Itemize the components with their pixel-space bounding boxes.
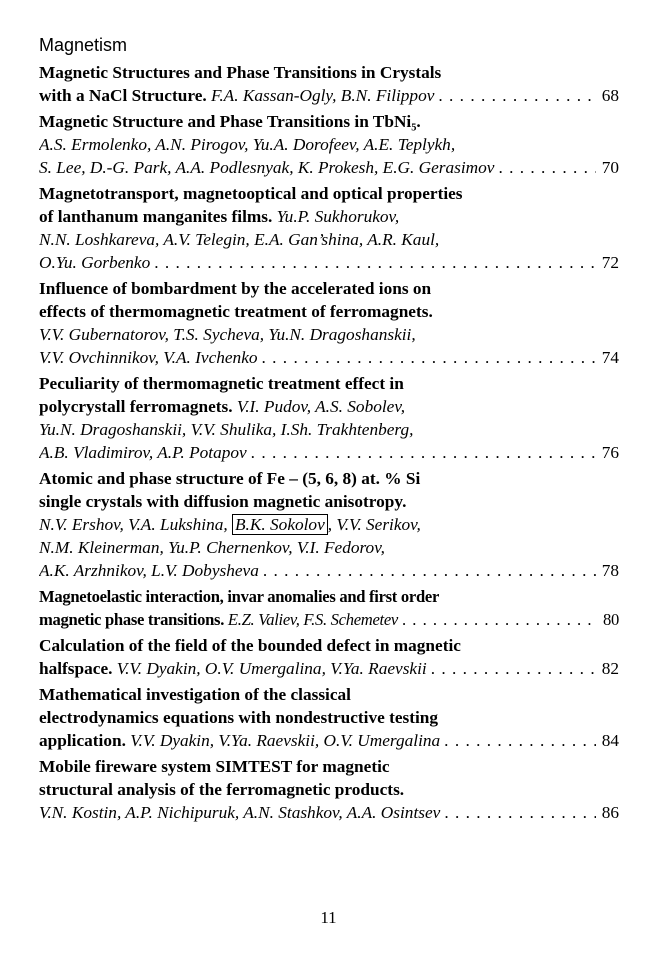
entry-authors: V.V. Gubernatorov, T.S. Sycheva, Yu.N. Dragoshanskii, bbox=[39, 325, 416, 344]
entry-line bbox=[39, 133, 619, 156]
entry-authors: Yu.N. Dragoshanskii, V.V. Shulika, I.Sh. Trakhtenberg, bbox=[39, 420, 414, 439]
entry-authors: A.S. Ermolenko, A.N. Pirogov, Yu.A. Dorofeev, A.E. Teplykh, bbox=[39, 135, 456, 154]
entry-line bbox=[39, 205, 619, 228]
contents-list bbox=[39, 61, 619, 824]
entry-page-number: 86 bbox=[601, 803, 619, 822]
entry-line bbox=[39, 683, 619, 706]
entry-line bbox=[39, 657, 619, 680]
entry-line bbox=[39, 156, 619, 179]
entry-authors: V.V. Dyakin, V.Ya. Raevskii, O.V. Umergalina bbox=[130, 731, 441, 750]
entry-authors: V.V. Ovchinnikov, V.A. Ivchenko bbox=[39, 348, 258, 367]
entry-title: Atomic and phase structure of Fe – (5, 6, 8) at. % Si bbox=[39, 469, 421, 488]
entry-line bbox=[39, 801, 619, 824]
contents-entry[interactable] bbox=[39, 755, 619, 824]
entry-line bbox=[39, 755, 619, 778]
dot-leader bbox=[398, 608, 597, 631]
entry-line bbox=[39, 418, 619, 441]
entry-line bbox=[39, 372, 619, 395]
entry-authors: S. Lee, D.-G. Park, A.A. Podlesnyak, K. Prokesh, E.G. Gerasimov bbox=[39, 158, 495, 177]
entry-authors: A.K. Arzhnikov, L.V. Dobysheva bbox=[39, 561, 259, 580]
entry-authors: V.I. Pudov, A.S. Sobolev, bbox=[236, 397, 406, 416]
contents-entry[interactable] bbox=[39, 683, 619, 752]
contents-entry[interactable] bbox=[39, 182, 619, 274]
entry-page-number: 82 bbox=[601, 659, 619, 678]
section-title: Magnetism bbox=[39, 35, 128, 55]
entry-page-number: 72 bbox=[601, 253, 619, 272]
entry-title: polycrystall ferromagnets. bbox=[39, 397, 237, 416]
dot-leader bbox=[434, 84, 595, 107]
entry-title: Magnetic Structure and Phase Transitions in TbNi₅. bbox=[39, 112, 421, 131]
entry-title: single crystals with diffusion magnetic anisotropy. bbox=[39, 492, 407, 511]
entry-line bbox=[39, 300, 619, 323]
entry-authors: Yu.P. Sukhorukov, bbox=[276, 207, 400, 226]
entry-title: with a NaCl Structure. bbox=[39, 86, 212, 105]
entry-line bbox=[39, 608, 619, 631]
entry-authors: O.Yu. Gorbenko bbox=[39, 253, 151, 272]
entry-page-number: 76 bbox=[601, 443, 619, 462]
entry-title: Magnetotransport, magnetooptical and optical properties bbox=[39, 184, 463, 203]
entry-authors: N.M. Kleinerman, Yu.P. Chernenkov, V.I. Fedorov, bbox=[39, 538, 385, 557]
contents-entry[interactable] bbox=[39, 585, 619, 631]
entry-title: Mobile fireware system SIMTEST for magnetic bbox=[39, 757, 390, 776]
contents-entry[interactable] bbox=[39, 110, 619, 179]
entry-line bbox=[39, 228, 619, 251]
entry-line bbox=[39, 395, 619, 418]
entry-line bbox=[39, 182, 619, 205]
entry-line bbox=[39, 346, 619, 369]
contents-entry[interactable] bbox=[39, 277, 619, 369]
entry-line bbox=[39, 251, 619, 274]
contents-page bbox=[39, 34, 619, 827]
contents-entry[interactable] bbox=[39, 467, 619, 582]
page-number: 11 bbox=[320, 908, 337, 927]
entry-page-number: 78 bbox=[601, 561, 619, 580]
dot-leader bbox=[440, 801, 595, 824]
entry-title: electrodynamics equations with nondestructive testing bbox=[39, 708, 439, 727]
contents-entry[interactable] bbox=[39, 634, 619, 680]
entry-line bbox=[39, 84, 619, 107]
dot-leader bbox=[150, 251, 596, 274]
dot-leader bbox=[247, 441, 596, 464]
entry-authors: A.B. Vladimirov, A.P. Potapov bbox=[39, 443, 247, 462]
entry-line bbox=[39, 441, 619, 464]
boxed-author: B.K. Sokolov bbox=[232, 514, 328, 535]
contents-entry[interactable] bbox=[39, 372, 619, 464]
entry-authors: V.N. Kostin, A.P. Nichipuruk, A.N. Stashkov, A.A. Osintsev bbox=[39, 803, 441, 822]
entry-title: Calculation of the field of the bounded defect in magnetic bbox=[39, 636, 461, 655]
entry-page-number: 80 bbox=[603, 610, 619, 629]
entry-authors: N.N. Loshkareva, A.V. Telegin, E.A. Gan’shina, A.R. Kaul, bbox=[39, 230, 440, 249]
entry-line bbox=[39, 323, 619, 346]
entry-line bbox=[39, 778, 619, 801]
entry-page-number: 84 bbox=[601, 731, 619, 750]
entry-line bbox=[39, 706, 619, 729]
dot-leader bbox=[258, 346, 596, 369]
entry-page-number: 68 bbox=[601, 86, 619, 105]
entry-authors: , V.V. Serikov, bbox=[327, 515, 421, 534]
entry-title: Peculiarity of thermomagnetic treatment effect in bbox=[39, 374, 404, 393]
entry-line bbox=[39, 467, 619, 490]
entry-authors: E.Z. Valiev, F.S. Schemetev bbox=[227, 610, 398, 629]
entry-line bbox=[39, 585, 619, 608]
dot-leader bbox=[440, 729, 596, 752]
entry-title: effects of thermomagnetic treatment of ferromagnets. bbox=[39, 302, 433, 321]
entry-title: Magnetoelastic interaction, invar anomalies and first order bbox=[39, 587, 440, 606]
entry-title: structural analysis of the ferromagnetic products. bbox=[39, 780, 405, 799]
entry-line bbox=[39, 559, 619, 582]
entry-authors: F.A. Kassan-Ogly, B.N. Filippov bbox=[211, 86, 435, 105]
dot-leader bbox=[427, 657, 596, 680]
entry-line bbox=[39, 536, 619, 559]
entry-title: Mathematical investigation of the classical bbox=[39, 685, 351, 704]
entry-title: of lanthanum manganites films. bbox=[39, 207, 277, 226]
entry-line bbox=[39, 490, 619, 513]
entry-authors: V.V. Dyakin, O.V. Umergalina, V.Ya. Raevskii bbox=[116, 659, 427, 678]
entry-title: application. bbox=[39, 731, 131, 750]
entry-page-number: 70 bbox=[601, 158, 619, 177]
entry-title: Magnetic Structures and Phase Transitions in Crystals bbox=[39, 63, 442, 82]
dot-leader bbox=[259, 559, 596, 582]
entry-title: halfspace. bbox=[39, 659, 117, 678]
entry-authors: N.V. Ershov, V.A. Lukshina, bbox=[39, 515, 232, 534]
entry-title: magnetic phase transitions. bbox=[39, 610, 228, 629]
entry-page-number: 74 bbox=[601, 348, 619, 367]
entry-line bbox=[39, 110, 619, 133]
entry-line bbox=[39, 61, 619, 84]
entry-line bbox=[39, 277, 619, 300]
entry-line bbox=[39, 634, 619, 657]
entry-line bbox=[39, 513, 619, 536]
dot-leader bbox=[494, 156, 595, 179]
entry-line bbox=[39, 729, 619, 752]
contents-entry[interactable] bbox=[39, 61, 619, 107]
entry-title: Influence of bombardment by the accelerated ions on bbox=[39, 279, 432, 298]
